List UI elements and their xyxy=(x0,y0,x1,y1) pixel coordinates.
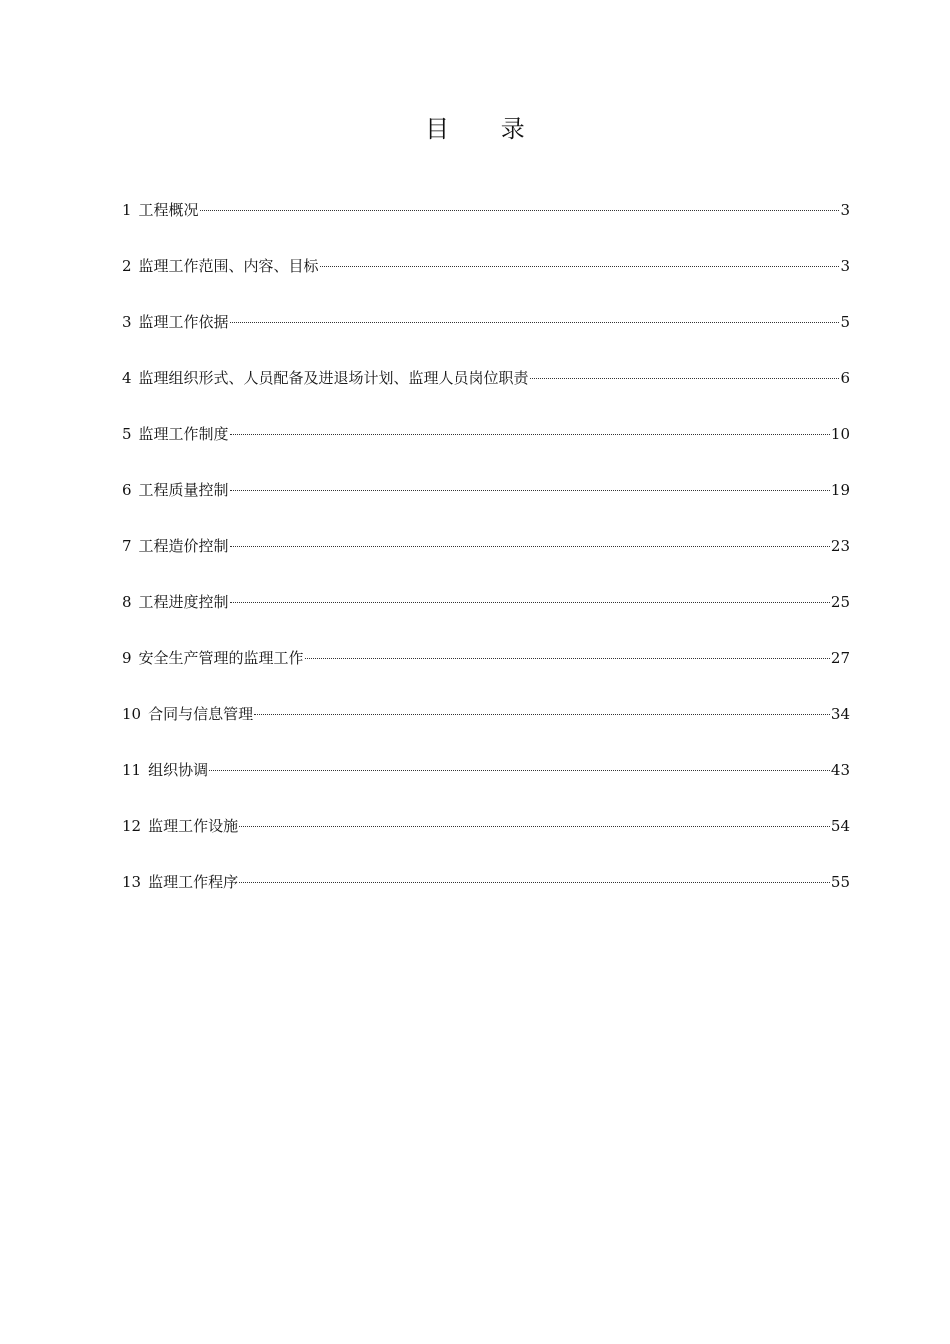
toc-entry-number: 12 xyxy=(122,817,142,835)
toc-entry-page: 3 xyxy=(840,201,850,219)
toc-entry-page: 19 xyxy=(830,481,850,499)
toc-entry-number: 1 xyxy=(122,201,132,219)
toc-entry-page: 3 xyxy=(840,257,850,275)
toc-entry[interactable] xyxy=(122,644,850,700)
toc-dot-leader xyxy=(230,322,840,323)
toc-entry[interactable] xyxy=(122,868,850,924)
toc-entry-page: 5 xyxy=(840,313,850,331)
toc-entry-page: 23 xyxy=(830,537,850,555)
toc-list xyxy=(122,196,850,924)
toc-entry-page: 34 xyxy=(830,705,850,723)
toc-entry-text: 监理工作设施 xyxy=(148,817,239,835)
toc-entry[interactable] xyxy=(122,420,850,476)
toc-entry[interactable] xyxy=(122,532,850,588)
toc-entry[interactable] xyxy=(122,252,850,308)
toc-entry[interactable] xyxy=(122,364,850,420)
toc-entry-page: 54 xyxy=(830,817,850,835)
toc-entry-text: 安全生产管理的监理工作 xyxy=(138,649,304,667)
toc-entry-page: 27 xyxy=(830,649,850,667)
toc-dot-leader xyxy=(230,546,830,547)
toc-entry[interactable] xyxy=(122,476,850,532)
toc-dot-leader xyxy=(239,882,830,883)
toc-entry-text: 合同与信息管理 xyxy=(148,705,254,723)
toc-entry-text: 工程质量控制 xyxy=(138,481,229,499)
toc-entry-text: 监理工作制度 xyxy=(138,425,229,443)
toc-entry-number: 10 xyxy=(122,705,142,723)
toc-dot-leader xyxy=(230,434,830,435)
toc-entry[interactable] xyxy=(122,308,850,364)
toc-entry[interactable] xyxy=(122,700,850,756)
toc-dot-leader xyxy=(254,714,830,715)
toc-entry-number: 5 xyxy=(122,425,132,443)
toc-entry-page: 10 xyxy=(830,425,850,443)
toc-entry-text: 组织协调 xyxy=(148,761,209,779)
toc-entry[interactable] xyxy=(122,812,850,868)
toc-entry-text: 工程造价控制 xyxy=(138,537,229,555)
toc-entry-number: 13 xyxy=(122,873,142,891)
toc-dot-leader xyxy=(230,602,830,603)
toc-dot-leader xyxy=(200,210,840,211)
toc-entry-page: 43 xyxy=(830,761,850,779)
toc-entry-text: 工程进度控制 xyxy=(138,593,229,611)
toc-dot-leader xyxy=(530,378,840,379)
toc-entry-number: 11 xyxy=(122,761,142,779)
toc-entry[interactable] xyxy=(122,588,850,644)
toc-dot-leader xyxy=(209,770,830,771)
toc-entry-number: 9 xyxy=(122,649,132,667)
toc-entry-number: 7 xyxy=(122,537,132,555)
toc-entry-page: 6 xyxy=(840,369,850,387)
toc-entry-number: 6 xyxy=(122,481,132,499)
toc-entry-number: 2 xyxy=(122,257,132,275)
toc-entry-text: 工程概况 xyxy=(138,201,199,219)
toc-entry-number: 4 xyxy=(122,369,132,387)
toc-entry-page: 25 xyxy=(830,593,850,611)
toc-dot-leader xyxy=(320,266,840,267)
toc-entry-text: 监理工作依据 xyxy=(138,313,229,331)
toc-dot-leader xyxy=(239,826,830,827)
toc-entry[interactable] xyxy=(122,756,850,812)
toc-entry[interactable] xyxy=(122,196,850,252)
toc-entry-number: 8 xyxy=(122,593,132,611)
toc-entry-text: 监理工作范围、内容、目标 xyxy=(138,257,319,275)
toc-title: 目 录 xyxy=(425,115,547,143)
toc-dot-leader xyxy=(305,658,830,659)
toc-entry-text: 监理组织形式、人员配备及进退场计划、监理人员岗位职责 xyxy=(138,369,529,387)
toc-entry-number: 3 xyxy=(122,313,132,331)
toc-dot-leader xyxy=(230,490,830,491)
toc-entry-text: 监理工作程序 xyxy=(148,873,239,891)
toc-entry-page: 55 xyxy=(830,873,850,891)
